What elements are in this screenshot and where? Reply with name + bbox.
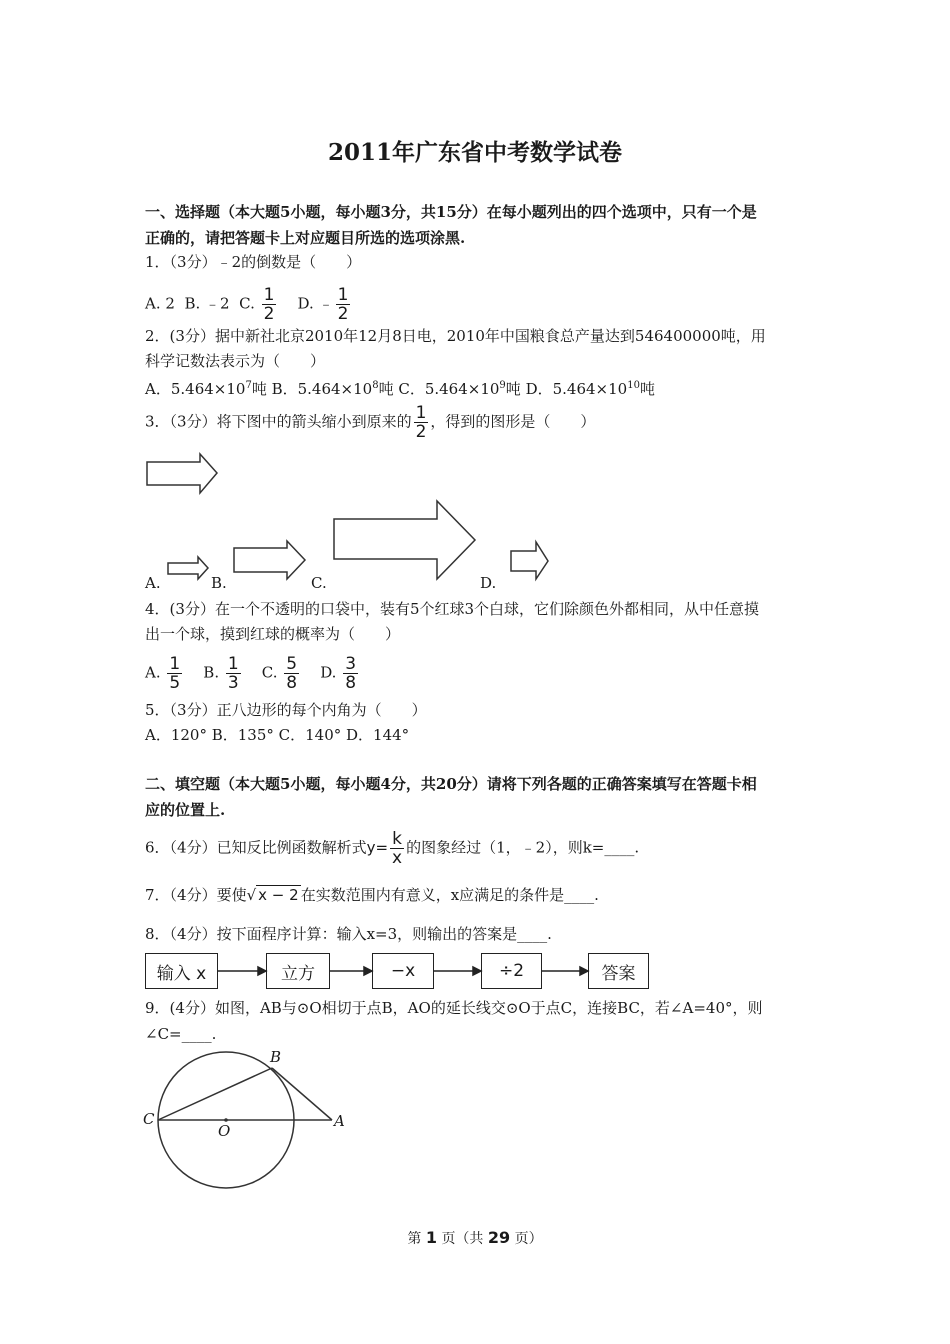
- q3-label-a: A.: [145, 574, 161, 592]
- q2-line2: 科学记数法表示为（ ）: [145, 352, 326, 370]
- flow-box-divide-two: ÷2: [481, 953, 542, 989]
- flow-box-cube: 立方: [266, 953, 330, 989]
- section-2-header-line2: 应的位置上.: [145, 801, 226, 819]
- q4-options: A. $\frac{1}{5}$ B. $\frac{1}{3}$ C. $\frac{5}{8}$ D. $\frac{3}{8}$: [145, 654, 357, 693]
- q4-c-fraction: $\frac{5}{8}$: [286, 654, 298, 693]
- q4-a-fraction: $\frac{1}{5}$: [169, 654, 181, 693]
- q4-d-fraction: $\frac{3}{8}$: [345, 654, 357, 693]
- q1-option-b: B. ﹣2: [184, 294, 230, 313]
- page-title: 2011年广东省中考数学试卷: [327, 139, 622, 166]
- section-2-header-line1: 二、填空题（本大题5小题，每小题4分，共20分）请将下列各题的正确答案填写在答题卡相: [145, 775, 757, 793]
- q9-label-b: B: [270, 1048, 282, 1066]
- q5-stem: 5．（3分）正八边形的每个内角为（ ）: [145, 701, 427, 719]
- flow-box-answer: 答案: [588, 953, 649, 989]
- page-footer: 第 1 页（共 29 页）: [407, 1228, 543, 1247]
- q4-line2: 出一个球，摸到红球的概率为（ ）: [145, 625, 401, 643]
- q1-stem: 1．（3分）﹣2的倒数是（ ）: [145, 253, 362, 271]
- q6-fraction: $\frac{k}{x}$: [392, 829, 403, 868]
- section-1-header-line1: 一、选择题（本大题5小题，每小题3分，共15分）在每小题列出的四个选项中，只有一个是: [145, 203, 757, 221]
- q9-line2: ∠C=____.: [145, 1025, 217, 1043]
- q9-label-c: C: [143, 1110, 155, 1128]
- q3-fraction: $\frac{1}{2}$: [415, 403, 427, 442]
- q8-stem: 8．（4分）按下面程序计算：输入x=3，则输出的答案是____.: [145, 925, 552, 943]
- q1-option-d: D. ﹣: [297, 294, 334, 313]
- q3-label-b: B.: [211, 574, 227, 592]
- q4-b-fraction: $\frac{1}{3}$: [227, 654, 239, 693]
- q3-stem: 3．（3分）将下图中的箭头缩小到原来的 $\frac{1}{2}$ ，得到的图形是（ ）: [145, 403, 596, 442]
- q7-sqrt: √ x − 2: [246, 886, 299, 904]
- q3-label-d: D.: [480, 574, 497, 592]
- q1-option-c: C.: [239, 294, 255, 313]
- footer-page-number: 1: [425, 1228, 437, 1247]
- q3-label-c: C.: [311, 574, 327, 592]
- flow-box-input: 输入 x: [145, 953, 218, 989]
- q6-stem: 6．（4分）已知反比例函数解析式y= $\frac{k}{x}$ 的图象经过（1，﹣2），则k=____.: [145, 829, 640, 868]
- footer-total-pages: 29: [487, 1228, 511, 1247]
- q2-line1: 2．(3分）据中新社北京2010年12月8日电，2010年中国粮食总产量达到546400000吨，用: [145, 327, 766, 345]
- q5-options: A．120° B．135° C．140° D．144°: [145, 726, 410, 744]
- q4-line1: 4．(3分）在一个不透明的口袋中，装有5个红球3个白球，它们除颜色外都相同，从中任意摸: [145, 600, 760, 618]
- q9-label-a: A: [334, 1112, 345, 1130]
- flow-box-minus-x: −x: [372, 953, 434, 989]
- q7-stem: 7．（4分）要使√ x − 2 在实数范围内有意义，x应满足的条件是____.: [145, 886, 599, 904]
- q9-label-o: O: [218, 1122, 231, 1140]
- q1-c-fraction: $\frac{1}{2}$: [263, 285, 275, 324]
- q2-options: A．$5.464\times 10^7$吨 B．$5.464\times 10^8$吨 C．$5.464\times 10^9$吨 D．$5.464\times 10^{10}$吨: [145, 380, 655, 398]
- q1-option-a: A. 2: [145, 294, 175, 313]
- q9-line1: 9．(4分）如图，AB与⊙O相切于点B，AO的延长线交⊙O于点C，连接BC，若∠A=40°，则: [145, 999, 763, 1017]
- section-1-header-line2: 正确的，请把答题卡上对应题目所选的选项涂黑.: [145, 229, 466, 247]
- q1-d-fraction: $\frac{1}{2}$: [337, 285, 349, 324]
